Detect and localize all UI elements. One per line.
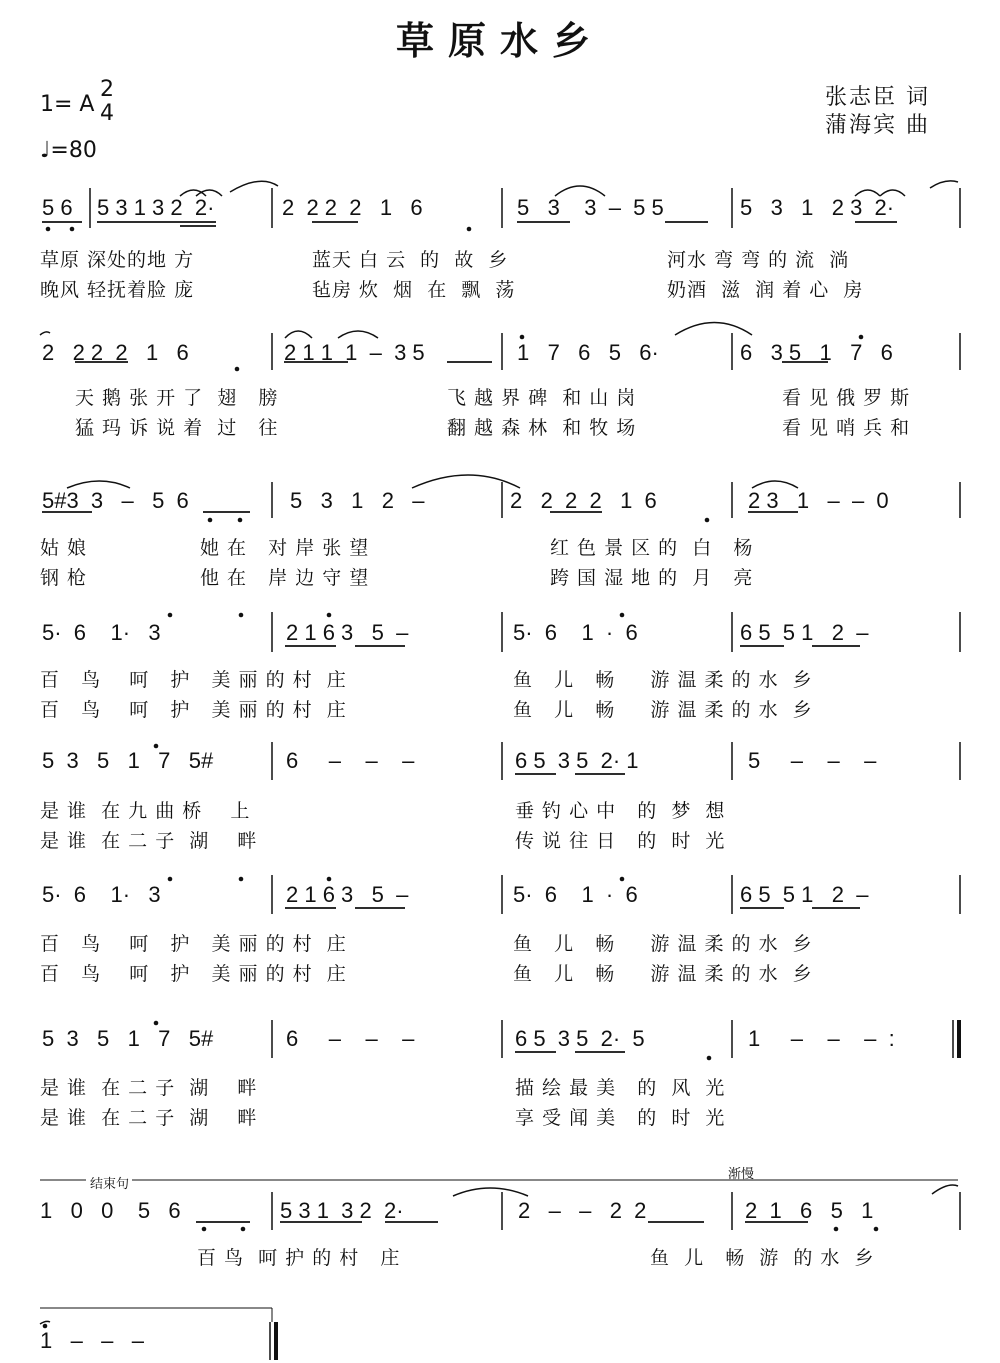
- note-measure: 5· 6 1· 3: [42, 620, 161, 645]
- note-measure: 5 3 5 1 7 5#: [42, 748, 214, 773]
- note-measure: 2 1 6 3 5 –: [286, 620, 409, 645]
- note-measure: 2 1 6 5 1: [745, 1198, 874, 1223]
- note-measure: 2 1 6 3 5 –: [286, 882, 409, 907]
- lyricist-credit: 张志臣 词: [825, 85, 930, 110]
- note-measure: 5 3 3 – 5 5: [517, 195, 664, 220]
- note-measure: 2 1 1 1 – 3 5: [284, 340, 425, 365]
- lyric-verse-1: 鱼 儿 畅 游 温 柔 的 水 乡: [513, 669, 813, 691]
- lyric-verse-1: 飞 越 界 碑 和 山 岗: [447, 387, 637, 409]
- lyric-verse-2: 看 见 哨 兵 和: [782, 417, 911, 439]
- lyric-verse-2: 百 鸟 呵 护 美 丽 的 村 庄: [40, 963, 347, 985]
- note-measure: 6 – – –: [286, 748, 415, 773]
- lyric-verse-1: 百 鸟 呵 护 美 丽 的 村 庄: [40, 933, 347, 955]
- lyric-verse-1: 红 色 景 区 的 白 杨: [550, 537, 754, 559]
- key-signature: 1= A: [40, 92, 95, 117]
- lyric-verse-2: 百 鸟 呵 护 美 丽 的 村 庄: [40, 699, 347, 721]
- lyric-verse-2: 跨 国 湿 地 的 月 亮: [550, 567, 754, 589]
- note-measure: 5 3 1 2 –: [290, 488, 425, 513]
- lyric-verse-2: 是 谁 在 二 子 湖 畔: [40, 830, 258, 852]
- lyric-verse-1: 鱼 儿 畅 游 温 柔 的 水 乡: [513, 933, 813, 955]
- lyric-verse-1: 河水 弯 弯 的 流 淌: [667, 249, 850, 271]
- time-signature-top: 2: [100, 77, 114, 102]
- lyric-verse-2: 毡房 炊 烟 在 飘 荡: [312, 279, 516, 301]
- lyric-verse-2: 晚风 轻抚着脸 庞: [40, 279, 195, 301]
- lyric-verse-1: 她 在 对 岸 张 望: [200, 537, 370, 559]
- note-measure: 1 7 6 5 6·: [517, 340, 659, 365]
- note-measure: 2 3 1 – – 0: [748, 488, 889, 513]
- note-measure: 5 3 1 2 3 2·: [740, 195, 895, 220]
- quarter-note-icon: ♩: [40, 138, 51, 163]
- lyric-verse-1: 蓝天 白 云 的 故 乡: [312, 249, 509, 271]
- note-measure: 5 3 1 3 2 2·: [280, 1198, 404, 1223]
- note-measure: 6 5 5 1 2 –: [740, 882, 869, 907]
- lyric-verse-1: 看 见 俄 罗 斯: [782, 387, 911, 409]
- song-title: 草原水乡: [395, 19, 604, 63]
- lyric-verse-1: 是 谁 在 二 子 湖 畔: [40, 1077, 258, 1099]
- lyric-verse-1: 鱼 儿 畅 游 的 水 乡: [650, 1247, 875, 1269]
- lyric-verse-1: 天 鹅 张 开 了 翅 膀: [75, 387, 279, 409]
- lyric-verse-2: 他 在 岸 边 守 望: [200, 567, 370, 589]
- lyric-verse-1: 垂 钓 心 中 的 梦 想: [515, 800, 726, 822]
- lyric-verse-2: 猛 玛 诉 说 着 过 往: [75, 417, 279, 439]
- beam-lines: [42, 222, 897, 1222]
- note-measure: 5#3 3 – 5 6: [42, 488, 189, 513]
- octave-dots: [43, 227, 879, 1329]
- note-measure: 1 0 0 5 6: [40, 1198, 181, 1223]
- tempo-value: =80: [50, 138, 97, 163]
- lyric-verse-1: 百 鸟 呵 护 美 丽 的 村 庄: [40, 669, 347, 691]
- note-measure: 2 2 2 2 1 6: [282, 195, 423, 220]
- lyric-verse-1: 描 绘 最 美 的 风 光: [515, 1077, 726, 1099]
- lyric-verse-2: 鱼 儿 畅 游 温 柔 的 水 乡: [513, 963, 813, 985]
- composer-credit: 蒲海宾 曲: [825, 113, 930, 138]
- lyric-verse-2: 是 谁 在 二 子 湖 畔: [40, 1107, 258, 1129]
- note-measure: 1 – – –: [40, 1328, 144, 1353]
- note-measure: 2 2 2 2 1 6: [510, 488, 657, 513]
- note-measure: 6 – – –: [286, 1026, 415, 1051]
- lyric-verse-2: 翻 越 森 林 和 牧 场: [447, 417, 637, 439]
- note-measure: 5 3 1 3 2 2·: [97, 195, 215, 220]
- note-measure: 6 3 5 1 7 6: [740, 340, 893, 365]
- note-measure: 6 5 3 5 2· 1: [515, 748, 639, 773]
- lyric-verse-1: 百 鸟 呵 护 的 村 庄: [197, 1247, 401, 1269]
- lyric-verse-2: 钢 枪: [40, 567, 88, 589]
- lyric-verse-2: 享 受 闻 美 的 时 光: [515, 1107, 726, 1129]
- lyric-verse-2: 鱼 儿 畅 游 温 柔 的 水 乡: [513, 699, 813, 721]
- ritardando-label: 渐慢: [728, 1167, 755, 1182]
- note-measure: 5· 6 1 · 6: [513, 620, 638, 645]
- time-signature-bottom: 4: [100, 101, 114, 126]
- note-measure: 6 5 3 5 2· 5: [515, 1026, 645, 1051]
- lyric-verse-2: 传 说 往 日 的 时 光: [515, 830, 726, 852]
- coda-label: 结束句: [90, 1177, 130, 1192]
- note-measure: 1 – – – :: [748, 1026, 895, 1051]
- note-measure: 5 6: [42, 195, 73, 220]
- lyric-verse-2: 奶酒 滋 润 着 心 房: [667, 279, 864, 301]
- lyric-verse-1: 姑 娘: [40, 537, 88, 559]
- lyric-verse-1: 草原 深处的地 方: [40, 249, 195, 271]
- note-measure: 5· 6 1 · 6: [513, 882, 638, 907]
- note-measure: 2 2 2 2 1 6: [42, 340, 189, 365]
- note-measure: 5 – – –: [748, 748, 877, 773]
- slur-lines: [40, 181, 958, 1324]
- note-measure: 6 5 5 1 2 –: [740, 620, 869, 645]
- note-measure: 5· 6 1· 3: [42, 882, 161, 907]
- note-measure: 2 – – 2 2: [518, 1198, 647, 1223]
- lyric-verse-1: 是 谁 在 九 曲 桥 上: [40, 800, 251, 822]
- note-measure: 5 3 5 1 7 5#: [42, 1026, 214, 1051]
